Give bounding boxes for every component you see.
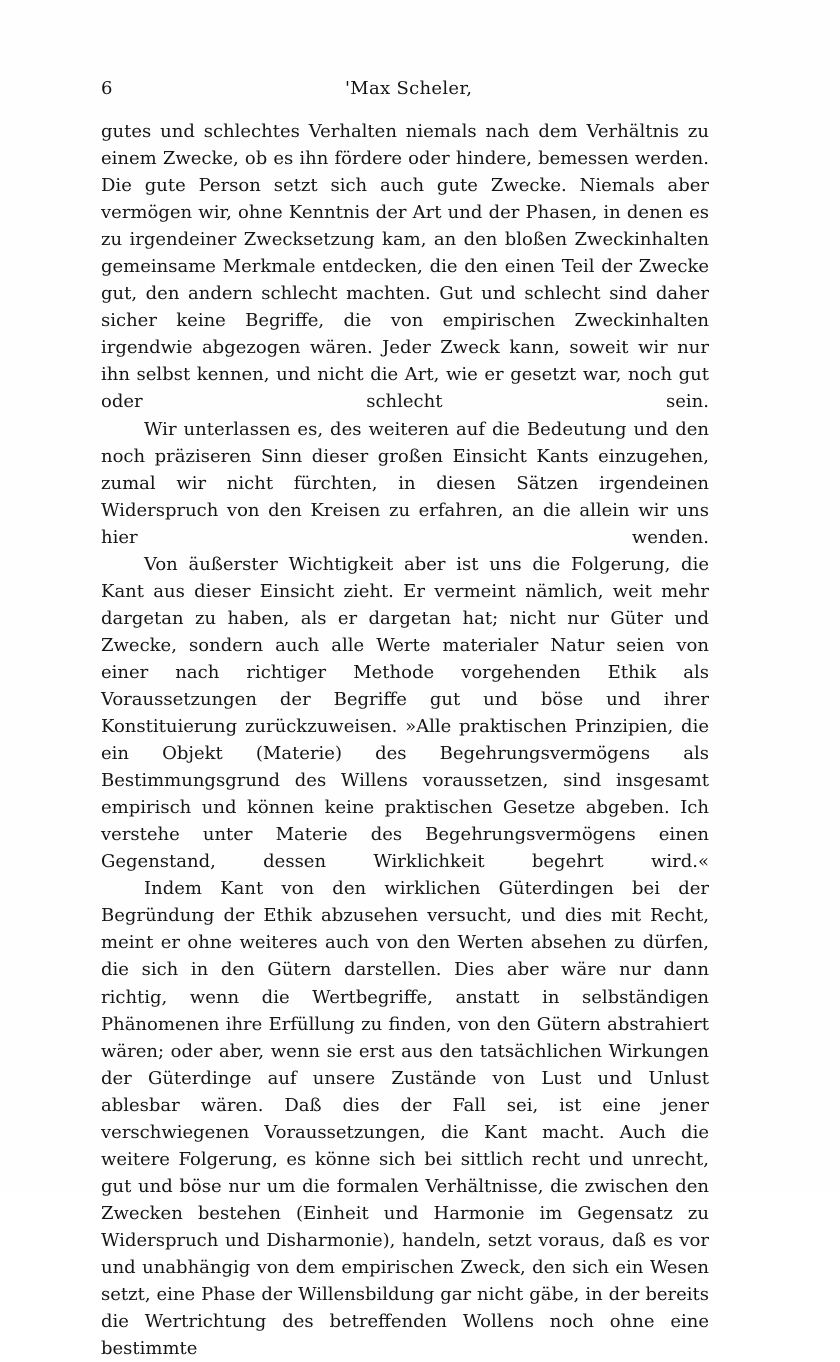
paragraph-2: Wir unterlassen es, des weiteren auf die Bedeutung und den noch präziseren Sinn dieser großen Einsicht Kants einzugehen, zumal wir nicht fürchten, in diesen Sätzen irgendeinen Widerspruch von den Kreisen zu erfahren, an die allein wir uns hier wenden. xyxy=(101,418,709,548)
paragraph-1: gutes und schlechtes Verhalten niemals nach dem Verhältnis zu einem Zwecke, ob es ihn fördere oder hindere, bemessen werden. Die gute Person setzt sich auch gute Zwecke. Niemals aber vermögen wir, ohne Kenntnis der Art und der Phasen, in denen es zu irgendeiner Zwecksetzung kam, an den bloßen Zweckinhalten gemeinsame Merkmale entdecken, die den einen Teil der Zwecke gut, den andern schlecht machten. Gut und schlecht sind daher sicher keine Begriffe, die von empirischen Zweckinhalten irgendwie abgezogen wären. Jeder Zweck kann, soweit wir nur ihn selbst kennen, und nicht die Art, wie er gesetzt war, noch gut oder schlecht sein. xyxy=(101,121,709,413)
paragraph-3: Von äußerster Wichtigkeit aber ist uns die Folgerung, die Kant aus dieser Einsicht zieht. Er vermeint nämlich, weit mehr dargetan zu haben, als er dargetan hat; nicht nur Güter und Zwecke, sondern auch alle Werte materialer Natur seien von einer nach richtiger Methode vorgehenden Ethik als Voraussetzungen der Begriffe gut und böse und ihrer Konstituierung zurückzuweisen. »Alle praktischen Prinzipien, die ein Objekt (Materie) des Begehrungsvermögens als Bestimmungsgrund des Willens voraussetzen, sind insgesamt empirisch und können keine praktischen Gesetze abgeben. Ich verstehe unter Materie des Begehrungsvermögens einen Gegenstand, dessen Wirklichkeit begehrt wird.« xyxy=(101,553,709,873)
body-text xyxy=(101,118,709,1362)
paragraph-4: Indem Kant von den wirklichen Güterdingen bei der Begründung der Ethik abzusehen versucht, und dies mit Recht, meint er ohne weiteres auch von den Werten absehen zu dürfen, die sich in den Gütern darstellen. Dies aber wäre nur dann richtig, wenn die Wertbegriffe, anstatt in selbständigen Phänomenen ihre Erfüllung zu finden, von den Gütern abstrahiert wären; oder aber, wenn sie erst aus den tatsächlichen Wirkungen der Güterdinge auf unsere Zustände von Lust und Unlust ablesbar wären. Daß dies der Fall sei, ist eine jener verschwiegenen Voraussetzungen, die Kant macht. Auch die weitere Folgerung, es könne sich bei sittlich recht und unrecht, gut und böse nur um die formalen Verhältnisse, die zwischen den Zwecken bestehen (Einheit und Harmonie im Gegensatz zu Widerspruch und Disharmonie), handeln, setzt voraus, daß es vor und unabhängig von dem empirischen Zweck, den sich ein Wesen setzt, eine Phase der Willensbildung gar nicht gäbe, in der bereits die Wertrichtung des betreffenden Wollens noch ohne eine bestimmte xyxy=(101,878,709,1360)
running-title: 'Max Scheler, xyxy=(345,78,473,99)
page-number: 6 xyxy=(101,78,113,99)
page-header xyxy=(101,78,709,108)
